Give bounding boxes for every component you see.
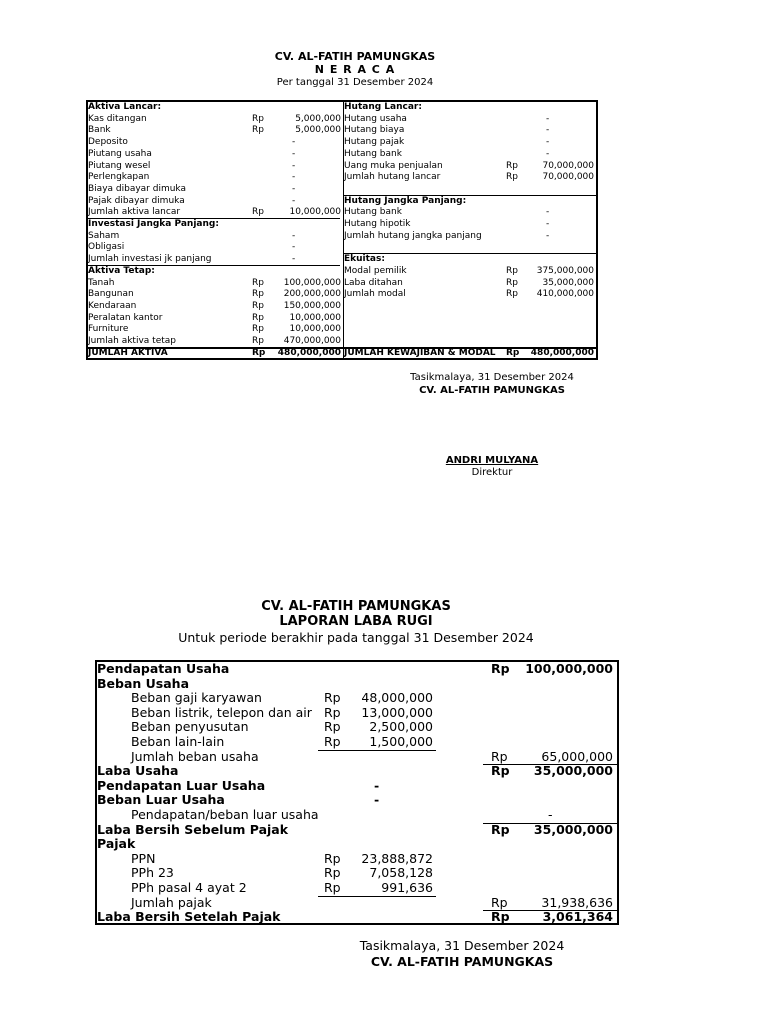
row-label: Pajak — [97, 836, 136, 852]
amount-value: 70,000,000 — [542, 172, 594, 183]
asset-row — [88, 324, 343, 336]
asset-row — [88, 301, 343, 313]
row-label: Pajak dibayar dimuka — [88, 195, 185, 206]
neraca-title: N E R A C A — [314, 63, 396, 76]
income-row — [97, 866, 617, 881]
liability-row — [344, 184, 596, 196]
asset-row — [88, 348, 343, 360]
amount-value: 470,000,000 — [283, 336, 341, 346]
row-label: Jumlah hutang lancar — [344, 172, 441, 183]
income-row — [97, 896, 617, 911]
laba-rugi-company: CV. AL-FATIH PAMUNGKAS — [261, 599, 451, 614]
amount-value: 2,500,000 — [369, 719, 433, 735]
amount-value: 100,000,000 — [283, 277, 341, 288]
liability-row — [344, 114, 596, 126]
currency-label: Rp — [491, 763, 510, 779]
total-value: 100,000,000 — [525, 661, 613, 676]
income-row — [97, 793, 617, 808]
liability-row — [344, 336, 596, 348]
amount-value: 10,000,000 — [289, 324, 341, 335]
currency-label: Rp — [252, 207, 264, 218]
row-label: Tanah — [88, 277, 115, 288]
row-label: Hutang bank — [344, 148, 402, 159]
empty-value: - — [292, 254, 296, 265]
empty-value: - — [292, 195, 296, 206]
row-label: Modal pemilik — [344, 265, 407, 276]
amount-value: 10,000,000 — [289, 312, 341, 323]
empty-value: - — [292, 137, 296, 148]
empty-value: - — [292, 230, 296, 241]
currency-label: Rp — [324, 704, 341, 720]
amount-value: 375,000,000 — [536, 265, 594, 276]
total-divider — [88, 347, 596, 349]
row-label: Aktiva Tetap: — [88, 265, 155, 276]
signer-title: Direktur — [471, 467, 513, 478]
total-value: 3,061,364 — [542, 909, 613, 925]
currency-label: Rp — [252, 347, 266, 358]
row-label: Hutang hipotik — [344, 219, 411, 229]
row-label: Obligasi — [88, 242, 125, 253]
income-row — [97, 662, 617, 677]
liability-row — [344, 289, 596, 301]
empty-value: - — [548, 807, 553, 822]
income-row — [97, 750, 617, 765]
row-label: Jumlah pajak — [131, 894, 212, 910]
asset-row — [88, 161, 343, 173]
amount-value: 1,500,000 — [369, 734, 433, 749]
income-row — [97, 764, 617, 779]
currency-label: Rp — [491, 661, 510, 676]
currency-label: Rp — [252, 336, 264, 346]
asset-row — [88, 231, 343, 243]
row-label: PPN — [131, 850, 156, 866]
amount-value: 480,000,000 — [277, 347, 341, 358]
liability-row — [344, 278, 596, 290]
row-label: Bank — [88, 125, 111, 136]
amount-value: 23,888,872 — [361, 850, 433, 866]
empty-value: - — [292, 148, 296, 159]
row-label: Laba Usaha — [97, 763, 179, 779]
currency-label: Rp — [324, 850, 341, 866]
income-row — [97, 910, 617, 925]
row-label: Beban lain-lain — [131, 734, 225, 749]
row-label: Peralatan kantor — [88, 312, 163, 323]
income-row — [97, 779, 617, 794]
currency-label: Rp — [324, 719, 341, 735]
divider — [344, 253, 596, 254]
currency-label: Rp — [252, 113, 264, 124]
liability-row — [344, 125, 596, 137]
currency-label: Rp — [324, 880, 341, 895]
currency-label: Rp — [491, 748, 508, 764]
row-label: Hutang biaya — [344, 125, 405, 136]
liability-row — [344, 172, 596, 184]
income-row — [97, 706, 617, 721]
income-row — [97, 837, 617, 852]
empty-value: - — [292, 242, 296, 253]
liability-row — [344, 161, 596, 173]
currency-label: Rp — [491, 894, 508, 910]
asset-row — [88, 242, 343, 254]
empty-value: - — [292, 160, 296, 171]
row-label: Investasi Jangka Panjang: — [88, 219, 219, 229]
amount-value: 150,000,000 — [283, 300, 341, 311]
empty-value: - — [546, 207, 550, 218]
row-label: Saham — [88, 230, 120, 241]
empty-value: - — [546, 113, 550, 124]
currency-label: Rp — [506, 160, 518, 171]
row-label: Jumlah hutang jangka panjang — [344, 230, 482, 241]
empty-value: - — [546, 137, 550, 148]
total-value: 35,000,000 — [533, 821, 613, 837]
row-label: Kas ditangan — [88, 113, 147, 124]
asset-row — [88, 149, 343, 161]
total-value: 65,000,000 — [541, 748, 613, 764]
currency-label: Rp — [252, 277, 264, 288]
currency-label: Rp — [506, 347, 520, 358]
balance-sheet-table — [86, 100, 598, 360]
income-row — [97, 823, 617, 838]
empty-value: - — [292, 183, 296, 194]
row-label: Jumlah beban usaha — [131, 748, 259, 764]
liability-row — [344, 348, 596, 360]
asset-row — [88, 125, 343, 137]
divider — [88, 218, 340, 219]
asset-row — [88, 336, 343, 348]
row-label: Beban Usaha — [97, 675, 189, 691]
income-row — [97, 677, 617, 692]
amount-value: 70,000,000 — [542, 160, 594, 171]
row-label: Pendapatan Usaha — [97, 661, 230, 676]
asset-row — [88, 219, 343, 231]
liability-row — [344, 137, 596, 149]
row-label: PPh pasal 4 ayat 2 — [131, 880, 247, 895]
laba-rugi-title: LAPORAN LABA RUGI — [279, 614, 433, 629]
amount-value: 13,000,000 — [361, 704, 433, 720]
income-row — [97, 735, 617, 750]
row-label: Pendapatan Luar Usaha — [97, 777, 266, 793]
liability-row — [344, 102, 596, 114]
row-label: Aktiva Lancar: — [88, 102, 162, 112]
liability-row — [344, 219, 596, 231]
currency-label: Rp — [506, 172, 518, 183]
row-label: Jumlah investasi jk panjang — [88, 254, 212, 265]
currency-label: Rp — [506, 277, 518, 288]
row-label: Laba Bersih Setelah Pajak — [97, 909, 281, 925]
income-row — [97, 691, 617, 706]
empty-value: - — [292, 172, 296, 183]
income-row — [97, 852, 617, 867]
currency-label: Rp — [324, 690, 341, 706]
row-label: PPh 23 — [131, 865, 174, 881]
currency-label: Rp — [491, 821, 510, 837]
amount-value: 200,000,000 — [283, 289, 341, 300]
currency-label: Rp — [324, 865, 341, 881]
row-label: Jumlah modal — [344, 289, 406, 300]
row-label: Hutang pajak — [344, 137, 405, 148]
amount-value: 5,000,000 — [295, 113, 341, 124]
row-label: Hutang Jangka Panjang: — [344, 195, 467, 206]
neraca-date: Per tanggal 31 Desember 2024 — [276, 77, 434, 88]
amount-value: 48,000,000 — [361, 690, 433, 706]
asset-row — [88, 313, 343, 325]
row-label: Laba ditahan — [344, 277, 403, 288]
liabilities-column — [344, 102, 596, 358]
row-label: JUMLAH KEWAJIBAN & MODAL — [344, 347, 496, 358]
divider — [88, 265, 340, 266]
asset-row — [88, 196, 343, 208]
row-label: Piutang usaha — [88, 148, 152, 159]
total-value: 31,938,636 — [541, 894, 613, 910]
asset-row — [88, 114, 343, 126]
currency-label: Rp — [324, 734, 341, 749]
row-label: Hutang usaha — [344, 113, 407, 124]
row-label: Beban gaji karyawan — [131, 690, 262, 706]
signer-name: ANDRI MULYANA — [445, 455, 539, 466]
row-label: Bangunan — [88, 289, 134, 300]
currency-label: Rp — [252, 125, 264, 136]
row-label: Beban Luar Usaha — [97, 792, 225, 808]
empty-value: - — [546, 219, 550, 229]
row-label: Beban penyusutan — [131, 719, 249, 735]
income-row — [97, 720, 617, 735]
row-label: Laba Bersih Sebelum Pajak — [97, 821, 289, 837]
assets-column — [88, 102, 344, 358]
laba-rugi-sign-company: CV. AL-FATIH PAMUNGKAS — [370, 954, 554, 969]
row-label: JUMLAH AKTIVA — [88, 347, 168, 358]
currency-label: Rp — [252, 289, 264, 300]
currency-label: Rp — [491, 909, 510, 925]
empty-value: - — [546, 125, 550, 136]
liability-row — [344, 324, 596, 336]
row-label: Piutang wesel — [88, 160, 151, 171]
neraca-place-date: Tasikmalaya, 31 Desember 2024 — [410, 372, 574, 383]
asset-row — [88, 266, 343, 278]
amount-value: 5,000,000 — [295, 125, 341, 136]
currency-label: Rp — [506, 289, 518, 300]
row-label: Uang muka penjualan — [344, 160, 443, 171]
asset-row — [88, 102, 343, 114]
liability-row — [344, 149, 596, 161]
asset-row — [88, 137, 343, 149]
neraca-sign-company: CV. AL-FATIH PAMUNGKAS — [419, 385, 565, 396]
liability-row — [344, 254, 596, 266]
currency-label: Rp — [252, 312, 264, 323]
currency-label: Rp — [506, 265, 518, 276]
amount-value: 410,000,000 — [536, 289, 594, 300]
currency-label: Rp — [252, 324, 264, 335]
asset-row — [88, 184, 343, 196]
row-label: Biaya dibayar dimuka — [88, 183, 186, 194]
liability-row — [344, 207, 596, 219]
total-value: 35,000,000 — [533, 763, 613, 779]
liability-row — [344, 266, 596, 278]
amount-value: 480,000,000 — [530, 347, 594, 358]
row-label: Ekuitas: — [344, 254, 385, 265]
income-row — [97, 808, 617, 823]
row-label: Perlengkapan — [88, 172, 150, 183]
amount-value: 35,000,000 — [542, 277, 594, 288]
income-statement-table — [95, 660, 619, 925]
row-label: Beban listrik, telepon dan air — [131, 704, 312, 720]
empty-value: - — [374, 777, 380, 793]
empty-value: - — [546, 148, 550, 159]
row-label: Deposito — [88, 137, 128, 148]
row-label: Furniture — [88, 324, 129, 335]
amount-value: 991,636 — [381, 880, 433, 895]
income-row — [97, 881, 617, 896]
row-label: Hutang Lancar: — [344, 102, 422, 112]
divider — [344, 195, 596, 196]
asset-row — [88, 172, 343, 184]
currency-label: Rp — [252, 300, 264, 311]
row-label: Jumlah aktiva lancar — [88, 207, 181, 218]
liability-row — [344, 313, 596, 325]
row-label: Hutang bank — [344, 207, 402, 218]
laba-rugi-period: Untuk periode berakhir pada tanggal 31 Desember 2024 — [178, 630, 534, 645]
liability-row — [344, 301, 596, 313]
neraca-company: CV. AL-FATIH PAMUNGKAS — [274, 50, 436, 63]
row-label: Jumlah aktiva tetap — [88, 336, 176, 346]
row-label: Kendaraan — [88, 300, 137, 311]
amount-value: 7,058,128 — [369, 865, 433, 881]
empty-value: - — [546, 230, 550, 241]
asset-row — [88, 289, 343, 301]
liability-row — [344, 231, 596, 243]
amount-value: 10,000,000 — [289, 207, 341, 218]
asset-row — [88, 278, 343, 290]
liability-row — [344, 196, 596, 208]
row-label: Pendapatan/beban luar usaha — [131, 807, 319, 822]
laba-rugi-place-date: Tasikmalaya, 31 Desember 2024 — [359, 938, 565, 953]
empty-value: - — [374, 792, 380, 808]
